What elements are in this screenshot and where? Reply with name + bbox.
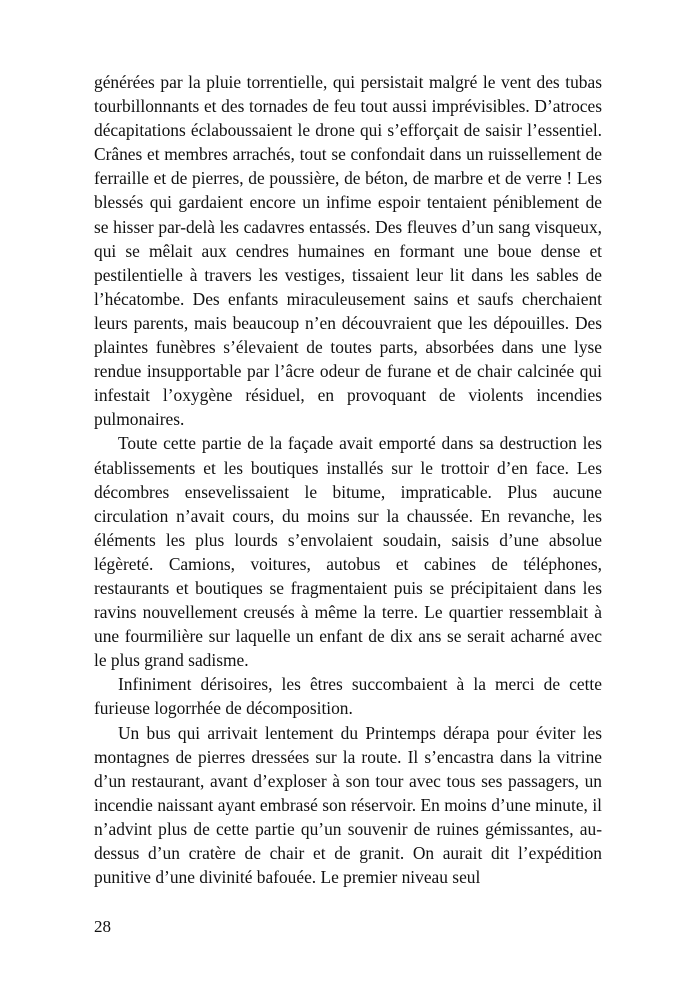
paragraph: Infiniment dérisoires, les êtres succombaient à la merci de cette furieuse logorrhée de décomposition. xyxy=(94,674,602,719)
paragraph-continued: générées par la pluie torrentielle, qui persistait malgré le vent des tubas tourbillonnants et des tornades de feu tout aussi imprévisibles. D’atroces décapitations éclaboussaient le drone qui s’efforçait de saisir l’essentiel. Crânes et membres arrachés, tout se confondait dans un ruissellement de ferraille et de pierres, de poussière, de béton, de marbre et de verre ! Les blessés qui gardaient encore un infime espoir tentaient péniblement de se hisser par-delà les cadavres entassés. Des fleuves d’un sang visqueux, qui se mêlait aux cendres humaines en formant une boue dense et pestilentielle à travers les vestiges, tissaient leur lit dans les sables de l’hécatombe. Des enfants miraculeusement sains et saufs cherchaient leurs parents, mais beaucoup n’en découvraient que les dépouilles. Des plaintes funèbres s’élevaient de toutes parts, absorbées dans une lyse rendue insupportable par l’âcre odeur de furane et de chair calcinée qui infestait l’oxygène résiduel, en provoquant de violents incendies pulmonaires. xyxy=(94,72,602,430)
paragraph: Un bus qui arrivait lentement du Printemps dérapa pour éviter les montagnes de pierres dressées sur la route. Il s’encastra dans la vitrine d’un restaurant, avant d’exploser à son tour avec tous ses passagers, un incendie naissant ayant embrasé son réservoir. En moins d’une minute, il n’advint plus de cette partie qu’un souvenir de ruines gémissantes, au-dessus d’un cratère de chair et de granit. On aurait dit l’expédition punitive d’une divinité bafouée. Le premier niveau seul xyxy=(94,722,602,888)
paragraph: Toute cette partie de la façade avait emporté dans sa destruction les établissements et les boutiques installés sur le trottoir d’en face. Les décombres ensevelissaient le bitume, impraticable. Plus aucune circulation n’avait cours, du moins sur la chaussée. En revanche, les éléments les plus lourds s’envolaient soudain, saisis d’une absolue légèreté. Camions, voitures, autobus et cabines de téléphones, restaurants et boutiques se fragmentaient puis se précipitaient dans les ravins nouvellement creusés à même la terre. Le quartier ressemblait à une fourmilière sur laquelle un enfant de dix ans se serait acharné avec le plus grand sadisme. xyxy=(94,433,602,671)
page-number: 28 xyxy=(94,917,111,936)
body-text xyxy=(94,70,602,889)
